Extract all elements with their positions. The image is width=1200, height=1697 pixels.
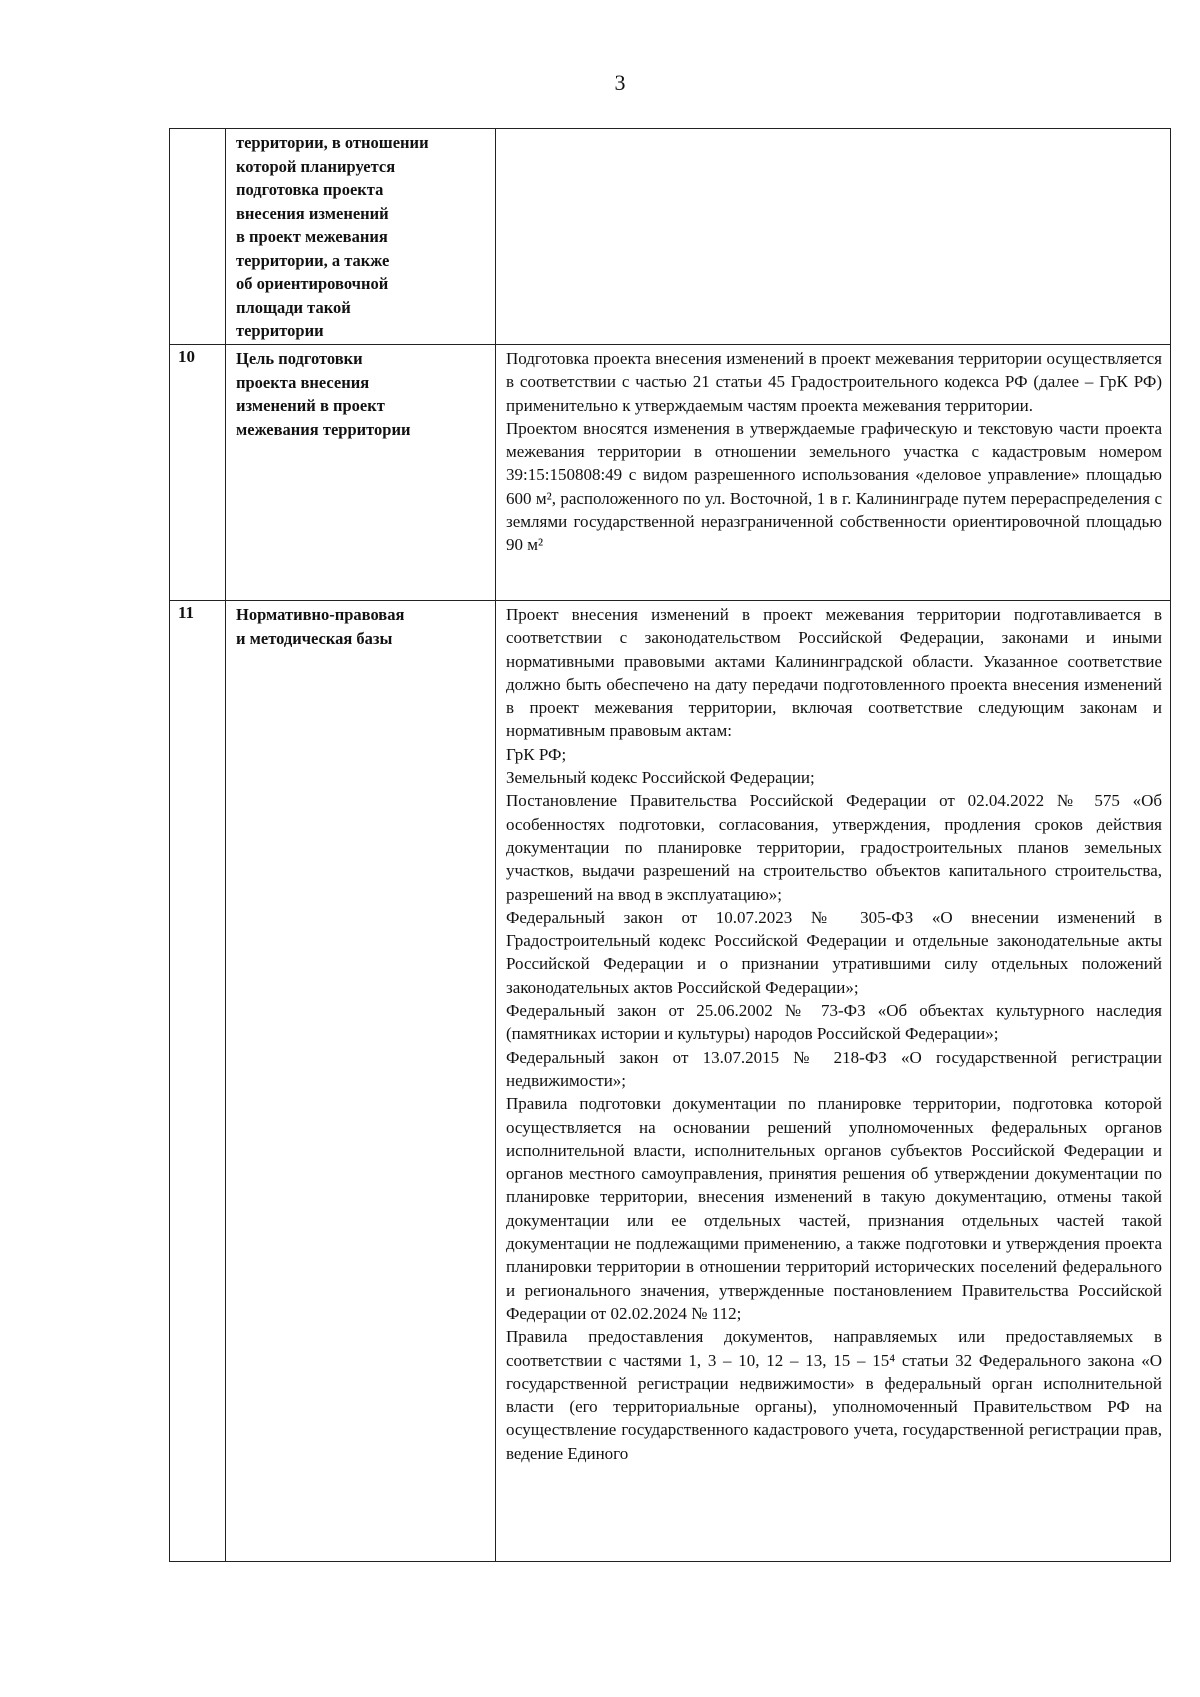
- content-paragraph: Проект внесения изменений в проект межевания территории подготавливается в соответствии с законодательством Российской Федерации, законами и иными нормативными правовыми актами Калининградской области. Указанное соответствие должно быть обеспечено на дату передачи подготовленного проекта внесения изменений в проект межевания территории, включая соответствие следующим законам и нормативным правовым актам:: [506, 605, 1162, 741]
- label-line: внесения изменений: [236, 203, 389, 223]
- content-paragraph: Земельный кодекс Российской Федерации;: [506, 768, 815, 788]
- label-line: подготовка проекта: [236, 180, 384, 199]
- row-content: [496, 601, 1171, 1562]
- row-label: [226, 345, 496, 601]
- row-number: 10: [170, 345, 226, 601]
- label-line: площади такой: [236, 297, 351, 317]
- content-paragraph: Правила предоставления документов, направляемых или предоставляемых в соответствии с частями 1, 3 – 10, 12 – 13, 15 – 15⁴ статьи 32 Федерального закона «О государственной регистрации недвижимости» в федеральный орган исполнительной власти (его территориальные органы), уполномоченный Правительством РФ на осуществление государственного кадастрового учета, государственной регистрации прав, ведение Единого: [506, 1327, 1162, 1463]
- label-line: которой планируется: [236, 156, 396, 176]
- content-paragraph: Федеральный закон от 10.07.2023 № 305-ФЗ «О внесении изменений в Градостроительный кодекс Российской Федерации и отдельные законодательные акты Российской Федерации и о признании утратившими силу отдельных положений законодательных актов Российской Федерации»;: [506, 907, 1162, 997]
- row-label: [226, 129, 496, 345]
- row-number: [170, 129, 226, 345]
- content-paragraph: Постановление Правительства Российской Федерации от 02.04.2022 № 575 «Об особенностях подготовки, согласования, утверждения, продления сроков действия документации по планировке территории, градостроительных планов земельных участков, выдачи разрешений на строительство объектов капитального строительства, разрешений на ввод в эксплуатацию»;: [506, 791, 1162, 904]
- page-number: 3: [614, 70, 626, 95]
- label-line: Цель подготовки: [236, 349, 363, 368]
- terms-table: [169, 128, 1171, 1562]
- row-content: [496, 345, 1171, 601]
- table-row: [170, 129, 1171, 345]
- label-line: территории, а также: [236, 250, 390, 270]
- label-line: изменений в проект: [236, 396, 385, 415]
- label-line: межевания территории: [236, 419, 411, 439]
- label-line: об ориентировочной: [236, 274, 389, 293]
- label-line: территории, в отношении: [236, 133, 429, 152]
- row-number: 11: [170, 601, 226, 1562]
- label-line: в проект межевания: [236, 227, 388, 246]
- content-paragraph: Федеральный закон от 13.07.2015 № 218-ФЗ «О государственной регистрации недвижимости»;: [506, 1047, 1162, 1090]
- label-line: Нормативно-правовая: [236, 605, 405, 624]
- label-line: и методическая базы: [236, 628, 393, 648]
- label-line: территории: [236, 321, 324, 340]
- row-label: [226, 601, 496, 1562]
- row-content: [496, 129, 1171, 345]
- label-line: проекта внесения: [236, 372, 370, 392]
- content-paragraph: Подготовка проекта внесения изменений в проект межевания территории осуществляется в соответствии с частью 21 статьи 45 Градостроительного кодекса РФ (далее – ГрК РФ) применительно к утверждаемым частям проекта межевания территории.: [506, 349, 1162, 415]
- content-paragraph: Федеральный закон от 25.06.2002 № 73-ФЗ «Об объектах культурного наследия (памятниках истории и культуры) народов Российской Федерации»;: [506, 1001, 1162, 1044]
- table-row: [170, 601, 1171, 1562]
- table-row: [170, 345, 1171, 601]
- content-paragraph: Проектом вносятся изменения в утверждаемые графическую и текстовую части проекта межевания территории в отношении земельного участка с кадастровым номером 39:15:150808:49 с видом разрешенного использования «деловое управление» площадью 600 м², расположенного по ул. Восточной, 1 в г. Калининграде путем перераспределения с землями государственной неразграниченной собственности ориентировочной площадью 90 м²: [506, 418, 1162, 555]
- content-paragraph: ГрК РФ;: [506, 744, 567, 764]
- content-paragraph: Правила подготовки документации по планировке территории, подготовка которой осуществляется на основании решений уполномоченных федеральных органов исполнительной власти, исполнительных органов субъектов Российской Федерации и органов местного самоуправления, принятия решения об утверждении документации по планировке территории, внесения изменений в такую документацию, отмены такой документации или ее отдельных частей, признания отдельных частей такой документации не подлежащими применению, а также подготовки и утверждения проекта планировки территории в отношении территорий исторических поселений федерального и регионального значения, утвержденные постановлением Правительства Российской Федерации от 02.02.2024 № 112;: [506, 1094, 1162, 1323]
